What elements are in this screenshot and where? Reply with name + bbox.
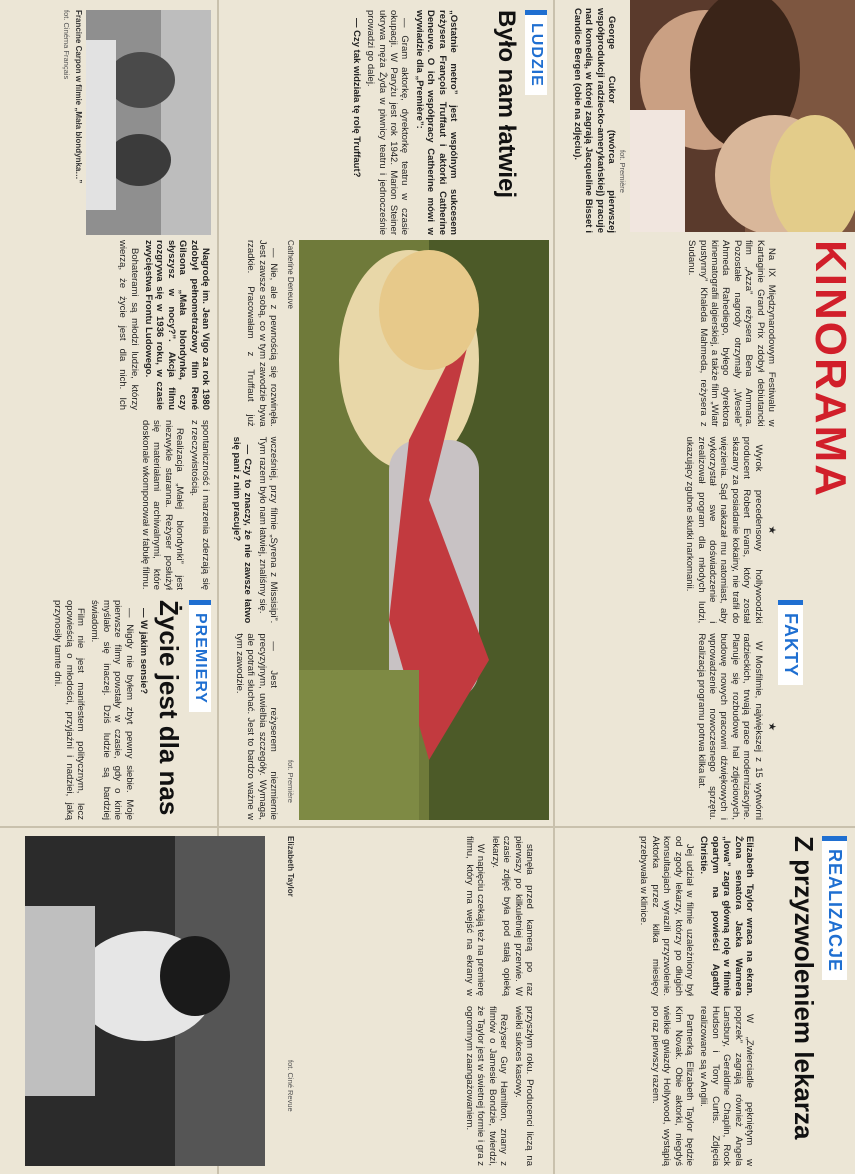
- ludzie-lead: „Ostatnie metro” jest wspólnym sukcesem reżysera François Truffaut i aktorki Catherine Deneuve. O ich współpracy Catherine mówi w wywiadzie dla „Première”:: [413, 10, 459, 235]
- realizacje-column-right: [305, 836, 535, 1166]
- star-separator: ★: [766, 525, 777, 535]
- ludzie-column-2: [223, 240, 279, 820]
- headline-zycie-jest-dla-nas: Życie jest dla nas: [154, 600, 184, 816]
- ludzie-paragraph: — Jest reżyserem niezmiernie precyzyjnym, uwielbia szczegóły. Wymaga, ale potrafi słuchać. Jest to bardzo ważne w tym zawodzie.: [233, 633, 279, 820]
- photo-elizabeth-taylor: [25, 836, 265, 1166]
- realizacje-paragraph: Jej udział w filmie uzależniony był od zgody lekarzy, którzy po długich konsultacjach wyrazili przyzwolenie. Aktorka przez kilka miesięcy przebywała w klinice.: [638, 836, 695, 996]
- realizacje-paragraph: W „Zwierciadle pękniętym w poprzek” zagrają również Angela Lansbury, Geraldine Chaplin, Rock Hudson i Tony Curtis. Zdjęcia realizowane są w Anglii.: [698, 1006, 755, 1166]
- fakty-cukor-text: George Cukor (twórca pierwszej współprodukcji radziecko-amerykańskiej) pracuje nad komedią, w której zagrają Jacqueline Bisset i Candice Bergen (obie na zdjęciu).: [571, 8, 617, 233]
- photo-actresses: [630, 0, 855, 232]
- ludzie-paragraph: — Nie, ale z pewnością się rozwinęła. Jest zawsze sobą, co w tym zawodzie bywa rzadkie. Pracowałam z Truffaut już wcześniej, przy filmie „Syrena z Missisipi”. Tym razem było nam łatwiej, znaliśmy się.: [245, 240, 279, 624]
- photo-taylor-illustration: [25, 836, 265, 1166]
- realizacje-lead: Elizabeth Taylor wraca na ekran. Żona senatora Jacka Warnera „Iowa” zagra główną rolę w filmie opartym na powieści Agathy Christie.: [698, 836, 755, 996]
- photo-mala-blondynka: [86, 10, 211, 235]
- photo-deneuve-illustration: [299, 240, 549, 820]
- fakty-column: [627, 240, 777, 820]
- fakty-paragraph: Na IX Międzynarodowym Festiwalu w Kartaginie Grand Prix zdobył debiutancki film „Azza” reżysera Bena Ammara. Pozostałe nagrody otrzymały „Wesele” Ahmeda Rahediego, byłego dyrektora kinematografii algierskiej, a także film „Wiatr pustynny” Khaleda Mahmeda, reżysera z Sudanu.: [686, 240, 777, 427]
- credit-deneuve: fot. Première: [286, 760, 295, 803]
- fakty-cukor-note: [557, 8, 617, 233]
- section-tag-premiery: PREMIERY: [189, 600, 211, 712]
- photo-actresses-illustration: [630, 0, 855, 232]
- credit-cinema-francais: fot. Cinéma Français: [62, 10, 71, 80]
- star-separator: ★: [766, 722, 777, 732]
- premiery-column-right: [9, 600, 149, 820]
- premiery-paragraph: Nagrodę im. Jean Vigo za rok 1980 zdobył pełnometrażowy film René Gilsona „Mała blondynka, czy słyszysz w nocy?”. Akcja filmu rozgrywa się w 1936 roku, w czasie zwycięstwa Frontu Ludowego.: [142, 240, 211, 410]
- credit-cine-revue: fot. Ciné Revue: [286, 1060, 295, 1112]
- ludzie-paragraph: — Gram aktorkę, dyrektorkę teatru w czasie okupacji. W Paryżu jest rok 1942. Marion Steiner ukrywa męża Żyda w piwnicy teatru i jednocześnie prowadzi go dalej.: [365, 10, 411, 235]
- realizacje-paragraph: Reżyser Guy Hamilton, znany z filmów o Jamesie Bondzie, twierdzi, że Taylor jest w świetnej formie i gra z ogromnym zaangażowaniem.: [463, 1006, 510, 1166]
- caption-elizabeth-taylor: Elizabeth Taylor: [286, 836, 295, 897]
- realizacje-column: [545, 836, 755, 1166]
- caption-mala-blondynka: Francine Carpon w filmie „Mała blondynka…”: [74, 10, 83, 184]
- premiery-paragraph: Realizacja „Małej blondynki” jest niezwykle staranna. Reżyser posłużył się materiałami archiwalnymi, które doskonale wkomponował w fabułę filmu.: [139, 420, 186, 590]
- ludzie-paragraph: — Czy to znaczy, że nie zawsze łatwo się pani z nim pracuje?: [230, 436, 254, 624]
- photo-credit-premiere: fot. Première: [618, 150, 627, 193]
- column-divider: [0, 826, 855, 828]
- section-tag-ludzie: LUDZIE: [525, 10, 547, 95]
- ludzie-column: [283, 10, 459, 235]
- photo-mala-blondynka-illustration: [86, 10, 211, 235]
- section-tag-fakty: FAKTY: [778, 600, 803, 685]
- fakty-paragraph: W Mosfilmie, największej z 15 wytwórni radzieckich, trwają prace modernizacyjne. Planuje się rozbudowę hal zdjęciowych, budowę nowych pracowni dźwiękowych i wprowadzenie nowoczesnego sprzętu. Realizacja programu potrwa kilka lat.: [695, 633, 764, 820]
- premiery-column: [11, 240, 211, 590]
- masthead-title: KINORAMA: [806, 240, 855, 498]
- headline-bylo-nam-latwiej: Było nam łatwiej: [493, 10, 520, 199]
- realizacje-paragraph: stanęła przed kamerą po raz pierwszy po kilkuletniej przerwie. W czasie zdjęć była pod stałą opieką lekarzy.: [489, 836, 535, 996]
- caption-deneuve: Catherine Deneuve: [286, 240, 295, 309]
- premiery-paragraph: — W jakim sensie?: [138, 608, 149, 695]
- photo-catherine-deneuve: [299, 240, 549, 820]
- premiery-paragraph: Bohaterami są młodzi ludzie, którzy wierzą, że życie jest dla nich. Ich spontaniczność i marzenia zderzają się z rzeczywistością.: [117, 240, 211, 590]
- section-tag-realizacje: REALIZACJE: [822, 836, 847, 980]
- premiery-paragraph: — Nigdy nie byłem zbyt pewny siebie. Moje pierwsze filmy powstały w czasie, gdy o kinie myślało się inaczej. Dziś ludzie są bardziej świadomi.: [89, 600, 135, 820]
- fakty-paragraph: Wyrok precedensowy hollywoodzki producent Robert Evans, który został skazany za posiadanie kokainy, nie trafił do więzienia. Sąd nakazał mu natomiast, aby wykorzystał swe doświadczenie i zrealizował program dla młodych ludzi, ukazujący zgubne skutki narkomanii.: [684, 436, 764, 624]
- realizacje-paragraph: W napięciu czekają też na premierę filmu, który ma wejść na ekrany w przyszłym roku. Producenci liczą na wielki sukces kasowy.: [463, 836, 535, 1166]
- ludzie-paragraph: — Czy tak widziała tę rolę Truffaut?: [350, 18, 362, 178]
- premiery-paragraph: Film nie jest manifestem politycznym, lecz opowieścią o młodości, przyjaźni i nadziei, jaką przynosiły tamte dni.: [52, 600, 86, 820]
- headline-z-przyzwoleniem-lekarza: Z przyzwoleniem lekarza: [789, 836, 819, 1140]
- realizacje-paragraph: Partnerką Elizabeth Taylor będzie Kim Novak. Obie aktorki, niegdyś wielkie gwiazdy Hollywood, wystąpią po raz pierwszy razem.: [649, 1006, 695, 1166]
